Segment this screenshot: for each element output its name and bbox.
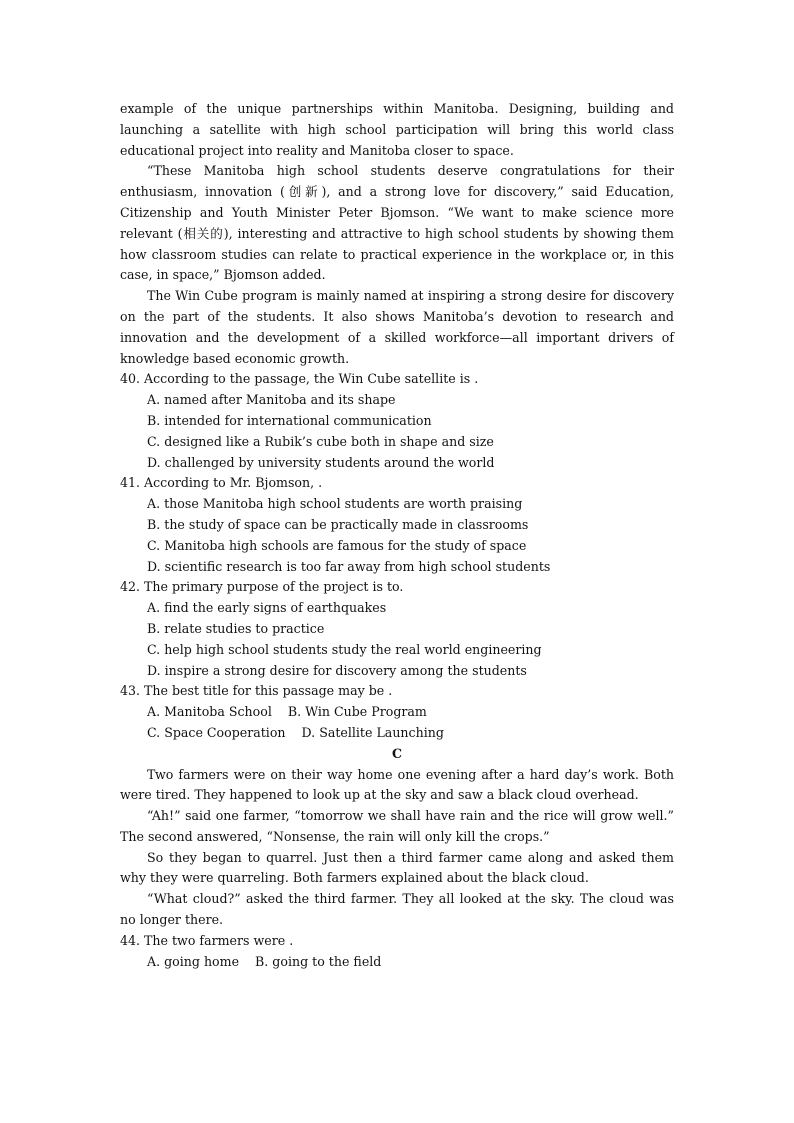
passage-b-paragraph-2: “These Manitoba high school students deserve congratulations for their enthusiasm, innovation (创新), and a strong love for discovery,” said Education, Citizenship and Youth Minister Peter Bjomson. “We want to make science more relevant (相关的), interesting and attractive to high school students by showing them how classroom studies can relate to practical experience in the workplace or, in this case, in space,” Bjomson added. [120, 163, 674, 283]
option-c: C. designed like a Rubik’s cube both in shape and size [147, 433, 494, 449]
question-42 [120, 577, 674, 681]
option-c: C. Manitoba high schools are famous for the study of space [147, 537, 527, 553]
question-41 [120, 473, 674, 577]
option-a: A. find the early signs of earthquakes [147, 600, 387, 616]
question-stem: 44. The two farmers were . [120, 932, 294, 948]
passage-c-paragraph-3: So they began to quarrel. Just then a third farmer came along and asked them why they were quarreling. Both farmers explained about the black cloud. [120, 849, 674, 886]
question-stem: 43. The best title for this passage may be . [120, 683, 393, 699]
passage-c-paragraph-4: “What cloud?” asked the third farmer. They all looked at the sky. The cloud was no longer there. [120, 891, 674, 928]
question-stem: 41. According to Mr. Bjomson, . [120, 475, 323, 491]
option-b: B. relate studies to practice [147, 620, 325, 636]
options-a-b: A. Manitoba School B. Win Cube Program [147, 704, 427, 720]
option-d: D. challenged by university students around the world [147, 454, 495, 470]
option-c: C. help high school students study the real world engineering [147, 641, 542, 657]
passage-c-paragraph-1: Two farmers were on their way home one evening after a hard day’s work. Both were tired. They happened to look up at the sky and saw a black cloud overhead. [120, 766, 674, 803]
passage-c-paragraph-2: “Ah!” said one farmer, “tomorrow we shall have rain and the rice will grow well.” The second answered, “Nonsense, the rain will only kill the crops.” [120, 808, 674, 844]
options-c-d: C. Space Cooperation D. Satellite Launching [147, 724, 444, 740]
question-stem: 42. The primary purpose of the project is to. [120, 579, 404, 595]
question-40 [120, 369, 674, 473]
passage-b-paragraph-1: example of the unique partnerships within Manitoba. Designing, building and launching a satellite with high school participation will bring this world class educational project into reality and Manitoba closer to space. [120, 101, 674, 158]
question-43 [120, 681, 674, 743]
option-b: B. the study of space can be practically made in classrooms [147, 516, 529, 532]
question-44 [120, 931, 674, 973]
section-c-heading: C [391, 745, 403, 761]
option-d: D. scientific research is too far away from high school students [147, 558, 551, 574]
option-a: A. named after Manitoba and its shape [147, 392, 396, 408]
question-stem: 40. According to the passage, the Win Cube satellite is . [120, 371, 479, 387]
options-a-b: A. going home B. going to the field [147, 953, 382, 969]
option-d: D. inspire a strong desire for discovery among the students [147, 662, 527, 678]
page-content [120, 99, 674, 972]
passage-b-paragraph-3: The Win Cube program is mainly named at inspiring a strong desire for discovery on the part of the students. It also shows Manitoba’s devotion to research and innovation and the development of a skilled workforce—all important drivers of knowledge based economic growth. [120, 288, 674, 366]
option-a: A. those Manitoba high school students are worth praising [147, 496, 523, 512]
option-b: B. intended for international communication [147, 412, 432, 428]
